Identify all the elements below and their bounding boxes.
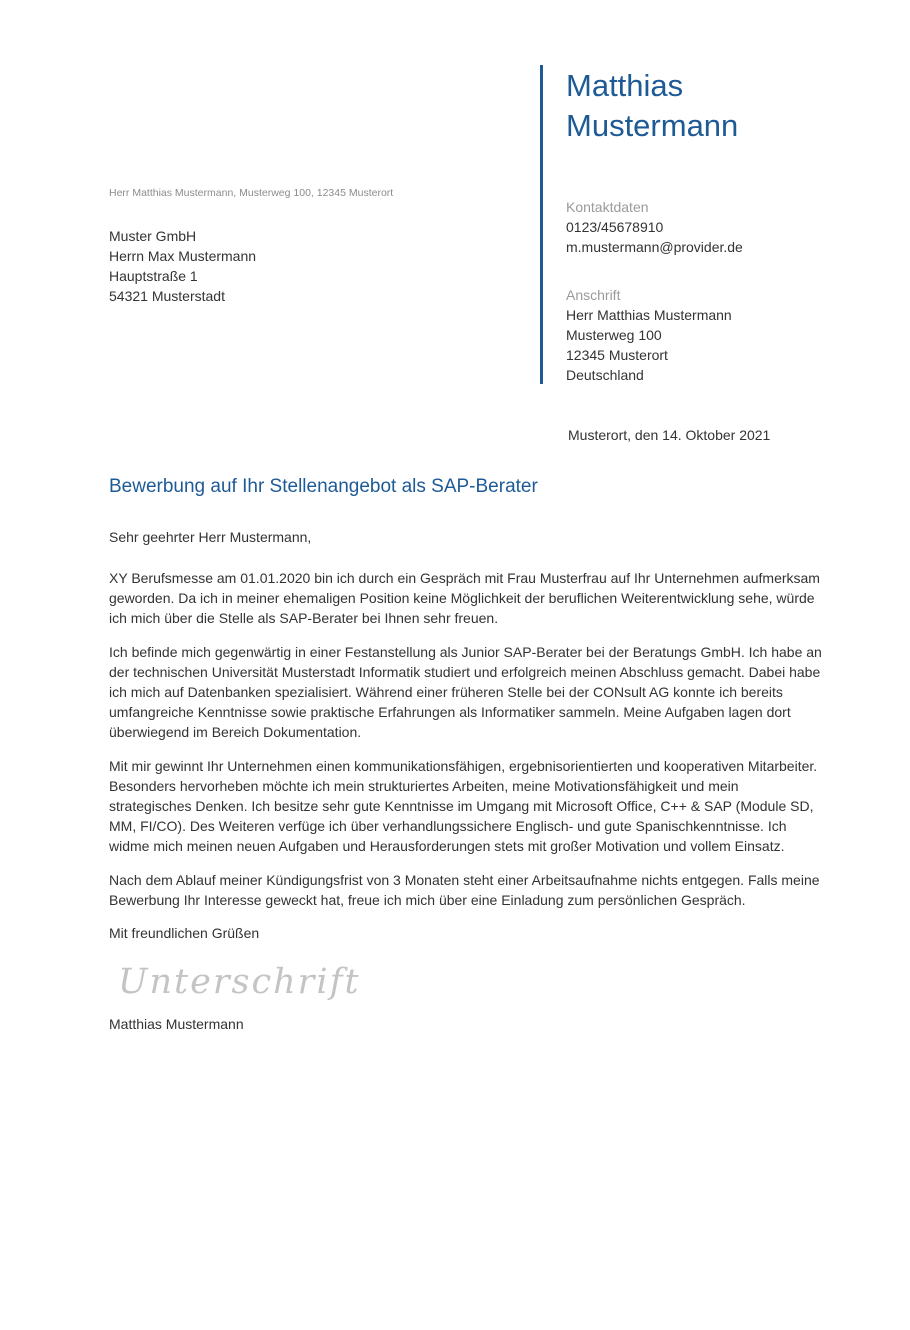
address-block: [566, 285, 886, 385]
body-paragraph: Nach dem Ablauf meiner Kündigungsfrist von 3 Monaten steht einer Arbeitsaufnahme nichts entgegen. Falls meine Bewerbung Ihr Interesse geweckt hat, freue ich mich über eine Einladung zum persönlichen Gespräch.: [109, 872, 820, 908]
address-line: Deutschland: [566, 367, 644, 383]
closing-greeting: Mit freundlichen Grüßen: [109, 925, 260, 941]
letter-body: [109, 568, 824, 924]
body-paragraph: XY Berufsmesse am 01.01.2020 bin ich durch ein Gespräch mit Frau Musterfrau auf Ihr Unternehmen aufmerksam geworden. Da ich in meiner ehemaligen Position keine Möglichkeit der beruflichen Weiterentwicklung sehe, würde ich mich über die Stelle als SAP-Berater bei Ihnen sehr freuen.: [109, 570, 820, 626]
address-label: Anschrift: [566, 287, 621, 303]
signer-name: Matthias Mustermann: [109, 1016, 244, 1032]
address-line: Herr Matthias Mustermann: [566, 307, 732, 323]
contact-email: m.mustermann@provider.de: [566, 239, 743, 255]
body-paragraph: Mit mir gewinnt Ihr Unternehmen einen kommunikationsfähigen, ergebnisorientierten und kooperativen Mitarbeiter. Besonders hervorheben möchte ich mein strukturiertes Arbeiten, meine Motivationsfähigkeit und mein strategisches Denken. Ich besitze sehr gute Kenntnisse im Umgang mit Microsoft Office, C++ & SAP (Module SD, MM, FI/CO). Des Weiteren verfüge ich über verhandlungssichere Englisch- und gute Spanischkenntnisse. Ich widme mich meinen neuen Aufgaben und Herausforderungen stets mit großer Motivation und vollem Einsatz.: [109, 758, 818, 854]
address-line: Musterweg 100: [566, 327, 662, 343]
signature-placeholder: Unterschrift: [118, 962, 361, 1002]
sender-return-line: Herr Matthias Mustermann, Musterweg 100, 12345 Musterort: [109, 187, 394, 199]
body-paragraph: Ich befinde mich gegenwärtig in einer Festanstellung als Junior SAP-Berater bei der Beratungs GmbH. Ich habe an der technischen Universität Musterstadt Informatik studiert und erfolgreich meinen Abschluss gemacht. Dabei habe ich mich auf Datenbanken spezialisiert. Während einer früheren Stelle bei der CONsult AG konnte ich bereits umfangreiche Kenntnisse sowie praktische Erfahrungen als Informatiker sammeln. Meine Aufgaben lagen dort überwiegend im Bereich Dokumentation.: [109, 644, 822, 740]
contact-label: Kontaktdaten: [566, 199, 649, 215]
letter-date: Musterort, den 14. Oktober 2021: [568, 427, 771, 443]
recipient-line: Herrn Max Mustermann: [109, 248, 257, 264]
contact-phone: 0123/45678910: [566, 219, 664, 235]
address-line: 12345 Musterort: [566, 347, 668, 363]
recipient-line: 54321 Musterstadt: [109, 288, 225, 304]
recipient-address: [109, 226, 256, 306]
name-first: Matthias: [566, 68, 684, 103]
contact-block: [566, 197, 886, 257]
recipient-line: Hauptstraße 1: [109, 268, 198, 284]
salutation: Sehr geehrter Herr Mustermann,: [109, 529, 312, 545]
recipient-line: Muster GmbH: [109, 228, 197, 244]
applicant-name: [566, 66, 886, 146]
accent-divider: [540, 65, 543, 384]
letter-subject: Bewerbung auf Ihr Stellenangebot als SAP-Berater: [109, 476, 538, 497]
name-last: Mustermann: [566, 108, 739, 143]
